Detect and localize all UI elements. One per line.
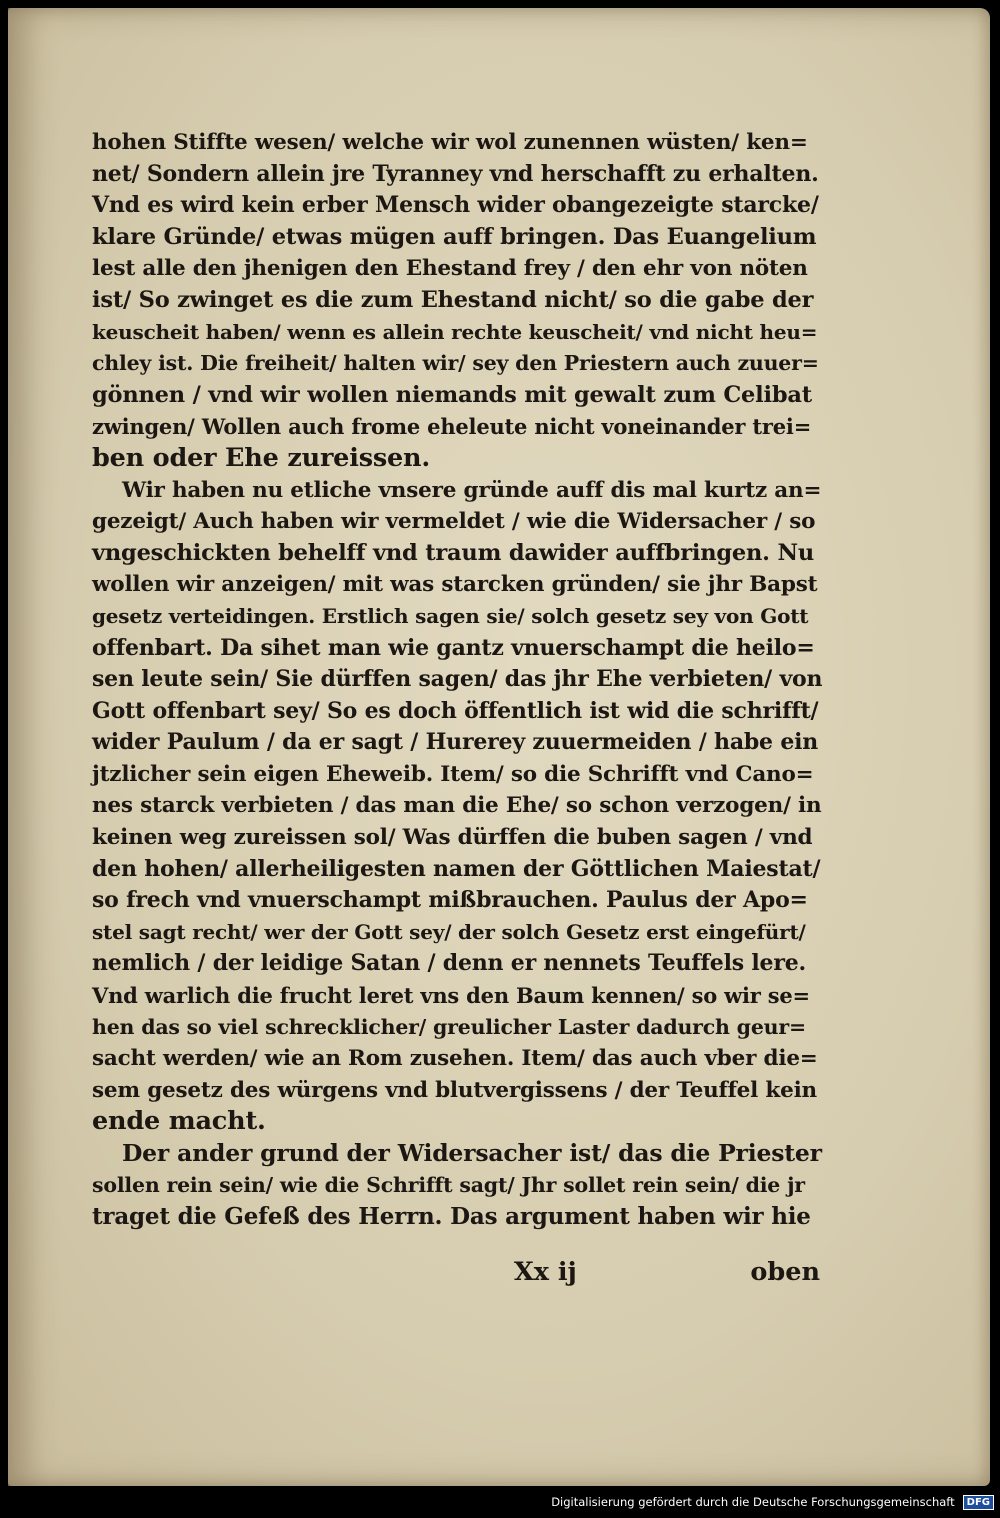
text-line: Vnd warlich die frucht leret vns den Baum kennen/ so wir se= (92, 983, 810, 1009)
text-line: zwingen/ Wollen auch frome eheleute nicht voneinander trei= (92, 414, 812, 440)
text-line: keinen weg zureissen sol/ Was dürffen die buben sagen / vnd (92, 825, 813, 851)
text-line: traget die Gefeß des Herrn. Das argument haben wir hie (92, 1203, 811, 1231)
text-line: keuscheit haben/ wenn es allein rechte keuscheit/ vnd nicht heu= (92, 319, 818, 344)
text-line: wider Paulum / da er sagt / Hurerey zuuermeiden / habe ein (92, 729, 819, 756)
text-line: ben oder Ehe zureissen. (92, 442, 431, 473)
text-line: vngeschickten behelff vnd traum dawider auffbringen. Nu (92, 539, 814, 566)
text-line: gönnen / vnd wir wollen niemands mit gewalt zum Celibat (92, 381, 812, 408)
text-line: hohen Stiffte wesen/ welche wir wol zunennen wüsten/ ken= (92, 130, 808, 155)
text-line: sem gesetz des würgens vnd blutvergissens / der Teuffel kein (92, 1077, 817, 1103)
text-line: so frech vnd vnuerschampt mißbrauchen. Paulus der Apo= (92, 887, 808, 914)
text-line: Vnd es wird kein erber Mensch wider obangezeigte starcke/ (92, 192, 819, 219)
text-line: gezeigt/ Auch haben wir vermeldet / wie die Widersacher / so (92, 509, 816, 535)
text-line: jtzlicher sein eigen Eheweib. Item/ so die Schrifft vnd Cano= (92, 761, 814, 787)
text-line: stel sagt recht/ wer der Gott sey/ der solch Gesetz erst eingefürt/ (92, 919, 806, 944)
text-line: sen leute sein/ Sie dürffen sagen/ das jhr Ehe verbieten/ von (92, 666, 823, 693)
page-text-block (92, 127, 822, 1233)
catchword: oben (750, 1257, 820, 1287)
text-line: nemlich / der leidige Satan / denn er nennets Teuffels lere. (92, 950, 806, 977)
text-line: offenbart. Da sihet man wie gantz vnuerschampt die heilo= (92, 634, 815, 661)
signature-line (92, 1257, 822, 1289)
text-line: den hohen/ allerheiligesten namen der Göttlichen Maiestat/ (92, 855, 821, 882)
text-line: sollen rein sein/ wie die Schrifft sagt/ Jhr sollet rein sein/ die jr (92, 1172, 805, 1197)
funding-credit: Digitalisierung gefördert durch die Deutsche Forschungsgemeinschaft (547, 1495, 958, 1509)
text-line: ende macht. (92, 1106, 266, 1137)
text-line: wollen wir anzeigen/ mit was starcken gründen/ sie jhr Bapst (92, 572, 818, 598)
paragraph-start-line: Der ander grund der Widersacher ist/ das die Priester (122, 1139, 822, 1167)
text-line: net/ Sondern allein jre Tyranney vnd herschafft zu erhalten. (92, 160, 819, 187)
text-line: chley ist. Die freiheit/ halten wir/ sey den Priestern auch zuuer= (92, 351, 819, 376)
text-line: gesetz verteidingen. Erstlich sagen sie/ solch gesetz sey von Gott (92, 603, 809, 628)
text-line: nes starck verbieten / das man die Ehe/ so schon verzogen/ in (92, 793, 822, 819)
text-line: ist/ So zwinget es die zum Ehestand nicht/ so die gabe der (92, 286, 814, 313)
text-line: lest alle den jhenigen den Ehestand frey / den ehr von nöten (92, 256, 808, 282)
text-line: klare Gründe/ etwas mügen auff bringen. Das Euangelium (92, 223, 817, 250)
paragraph-start-line: Wir haben nu etliche vnsere gründe auff dis mal kurtz an= (122, 477, 822, 503)
dfg-logo-icon: DFG (963, 1495, 994, 1510)
text-line: hen das so viel schrecklicher/ greulicher Laster dadurch geur= (92, 1014, 806, 1039)
signature-mark: Xx ij (514, 1257, 577, 1287)
text-line: sacht werden/ wie an Rom zusehen. Item/ das auch vber die= (92, 1046, 818, 1072)
digitization-footer (547, 1491, 994, 1513)
text-line: Gott offenbart sey/ So es doch öffentlich ist wid die schrifft/ (92, 697, 819, 724)
